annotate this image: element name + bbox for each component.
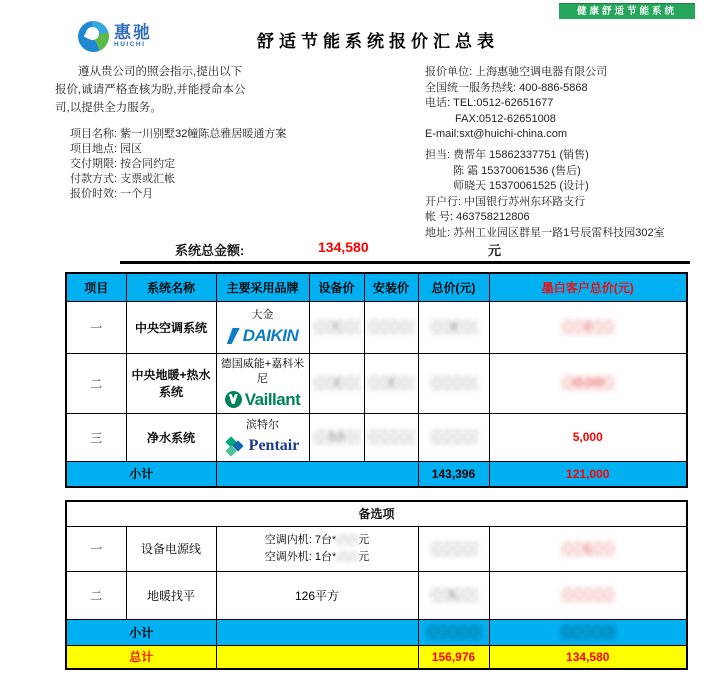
- grand-total-row: [66, 645, 687, 669]
- options-title: 备选项: [66, 501, 687, 526]
- project-name-line: 项目名称: 紫一川别墅32幢陈总雅居暖通方案: [70, 128, 287, 140]
- vaillant-logo: [217, 387, 309, 413]
- subtotal-total: [418, 619, 489, 645]
- cell-item: 二: [66, 353, 126, 413]
- project-info: [70, 127, 286, 202]
- cell-item: 三: [66, 413, 126, 461]
- cell-install-price: [364, 301, 418, 353]
- contact-sales-line: 担当: 费帮年 15862337751 (销售): [425, 149, 589, 161]
- table-row: [66, 571, 687, 619]
- cell-device-price: [309, 353, 364, 413]
- subtotal-spacer: [216, 461, 418, 487]
- cell-total-price: [418, 526, 489, 571]
- main-quote-table: [65, 272, 688, 488]
- daikin-logo: [217, 323, 309, 349]
- grand-total-spacer: [216, 645, 418, 669]
- cell-brand: [216, 301, 309, 353]
- redacted-value: [560, 624, 616, 640]
- vaillant-wordmark: Vaillant: [244, 389, 301, 409]
- contact-design-line: 师晓天 15370061525 (设计): [453, 180, 589, 192]
- grand-client-value: 134,580: [489, 645, 687, 669]
- pentair-logo: [217, 433, 309, 459]
- tel-line: 电话: TEL:0512-62651677: [425, 97, 554, 109]
- cell-brand: [216, 413, 309, 461]
- cell-client-price: [489, 526, 687, 571]
- desc-prefix: 空调外机: 1台*: [264, 550, 337, 563]
- redacted-value: 45,000: [561, 375, 615, 391]
- redacted-value: 5,: [430, 587, 478, 603]
- redacted-value: [426, 624, 482, 640]
- redacted-value: [367, 429, 415, 445]
- header-client-price: 墨白客户总价(元): [489, 273, 687, 301]
- table-row: [66, 353, 687, 413]
- redacted-value: 2: [313, 375, 361, 391]
- redacted-value: [367, 319, 415, 335]
- grand-total-label: 总计: [66, 645, 216, 669]
- daikin-mark-icon: [227, 328, 240, 344]
- pentair-wordmark: Pentair: [248, 437, 300, 454]
- header-device-price: 设备价: [309, 273, 364, 301]
- header-install-price: 安装价: [364, 273, 418, 301]
- pentair-mark-icon: [226, 437, 246, 456]
- table-row: [66, 301, 687, 353]
- subtotal-label: 小计: [66, 461, 216, 487]
- redacted-value: [430, 541, 478, 557]
- huichi-logo-en: HUICHI: [114, 41, 146, 49]
- redacted-value: [336, 534, 358, 545]
- header-total-price: 总价(元): [418, 273, 489, 301]
- vaillant-mark-icon: [225, 391, 242, 408]
- account-line: 帐 号: 463758212806: [425, 211, 530, 223]
- desc-line-1: [217, 532, 418, 549]
- redacted-value: [430, 375, 478, 391]
- contact-aftersales-line: 陈 霜 15370061536 (售后): [453, 164, 581, 177]
- bank-line: 开户行: 中国银行苏州东环路支行: [425, 195, 586, 208]
- options-header-row: [66, 501, 687, 526]
- cell-client-price: [489, 353, 687, 413]
- table-row: [66, 413, 687, 461]
- cell-total-price: [418, 571, 489, 619]
- redacted-value: [561, 587, 615, 603]
- desc-prefix: 空调内机: 7台*: [264, 533, 337, 546]
- grand-total-value: 156,976: [418, 645, 489, 669]
- cell-option-desc: [216, 526, 418, 571]
- system-total-unit: 元: [488, 243, 502, 258]
- redacted-value: 9: [430, 319, 478, 335]
- redacted-value: [336, 551, 358, 562]
- redacted-value: 2: [367, 375, 415, 391]
- delivery-term-line: 交付期限: 按合同约定: [70, 158, 176, 170]
- options-table: [65, 500, 688, 670]
- cell-item: 一: [66, 301, 126, 353]
- cell-item: 一: [66, 526, 126, 571]
- redacted-value: [430, 429, 478, 445]
- cell-system: 中央空调系统: [126, 301, 216, 353]
- cell-system: 净水系统: [126, 413, 216, 461]
- brand-cn-label: 滨特尔: [246, 419, 279, 431]
- cell-install-price: [364, 413, 418, 461]
- subtotal-row: [66, 619, 687, 645]
- intro-paragraph: 遵从贵公司的照会指示,提出以下报价,诚请严格查核为盼,并能授命本公司,以提供全力服务。: [55, 66, 246, 114]
- redacted-value: 5,5: [313, 429, 361, 445]
- table-row: [66, 526, 687, 571]
- page-title: 舒适节能系统报价汇总表: [257, 32, 499, 51]
- desc-suffix: 元: [358, 550, 370, 563]
- divider-rule: [120, 261, 690, 264]
- subtotal-row: [66, 461, 687, 487]
- cell-device-price: [309, 413, 364, 461]
- huichi-logo-cn: 惠驰: [114, 23, 152, 43]
- cell-option-name: 地暖找平: [126, 571, 216, 619]
- subtotal-label: 小计: [66, 619, 216, 645]
- cell-item: 二: [66, 571, 126, 619]
- redacted-value: 7,: [313, 319, 361, 335]
- fax-line: FAX:0512-62651008: [455, 112, 556, 125]
- redacted-value: 0: [561, 319, 615, 335]
- header-brand: 主要采用品牌: [216, 273, 309, 301]
- cell-client-price: [489, 571, 687, 619]
- daikin-wordmark: DAIKIN: [242, 326, 299, 345]
- subtotal-client: 121,000: [489, 461, 687, 487]
- quote-company-line: 报价单位: 上海惠驰空调电器有限公司: [425, 66, 608, 78]
- project-location-line: 项目地点: 园区: [70, 143, 143, 155]
- subtotal-client: [489, 619, 687, 645]
- cell-brand: [216, 353, 309, 413]
- hotline-line: 全国统一服务热线: 400-886-5868: [425, 81, 588, 94]
- cell-system: 中央地暖+热水系统: [126, 353, 216, 413]
- redacted-value: 3,: [561, 541, 615, 557]
- cell-option-name: 设备电源线: [126, 526, 216, 571]
- desc-line-2: [217, 549, 418, 566]
- header-system: 系统名称: [126, 273, 216, 301]
- quote-validity-line: 报价时效: 一个月: [70, 188, 154, 200]
- cell-total-price: [418, 353, 489, 413]
- system-total-label: 系统总金额:: [175, 243, 245, 258]
- company-info: [425, 65, 607, 143]
- health-comfort-badge: 健康舒适节能系统: [559, 3, 695, 19]
- brand-cn-label: 大金: [251, 309, 274, 321]
- address-line: 地址: 苏州工业园区群星一路1号辰雷科技园302室: [425, 226, 665, 239]
- subtotal-spacer: [216, 619, 418, 645]
- cell-total-price: [418, 301, 489, 353]
- brand-cn-label: 德国威能+嘉科米尼: [220, 357, 305, 385]
- contact-info: [425, 148, 665, 241]
- subtotal-total: 143,396: [418, 461, 489, 487]
- cell-total-price: [418, 413, 489, 461]
- cell-device-price: [309, 301, 364, 353]
- table-header-row: [66, 273, 687, 301]
- email-line: E-mail:sxt@huichi-china.com: [425, 128, 567, 140]
- header-item: 项目: [66, 273, 126, 301]
- cell-install-price: [364, 353, 418, 413]
- cell-client-price: 5,000: [489, 413, 687, 461]
- desc-suffix: 元: [358, 533, 370, 546]
- payment-method-line: 付款方式: 支票或汇帐: [70, 173, 176, 185]
- cell-option-desc: 126平方: [216, 571, 418, 619]
- system-total-value: 134,580: [318, 239, 369, 255]
- cell-client-price: [489, 301, 687, 353]
